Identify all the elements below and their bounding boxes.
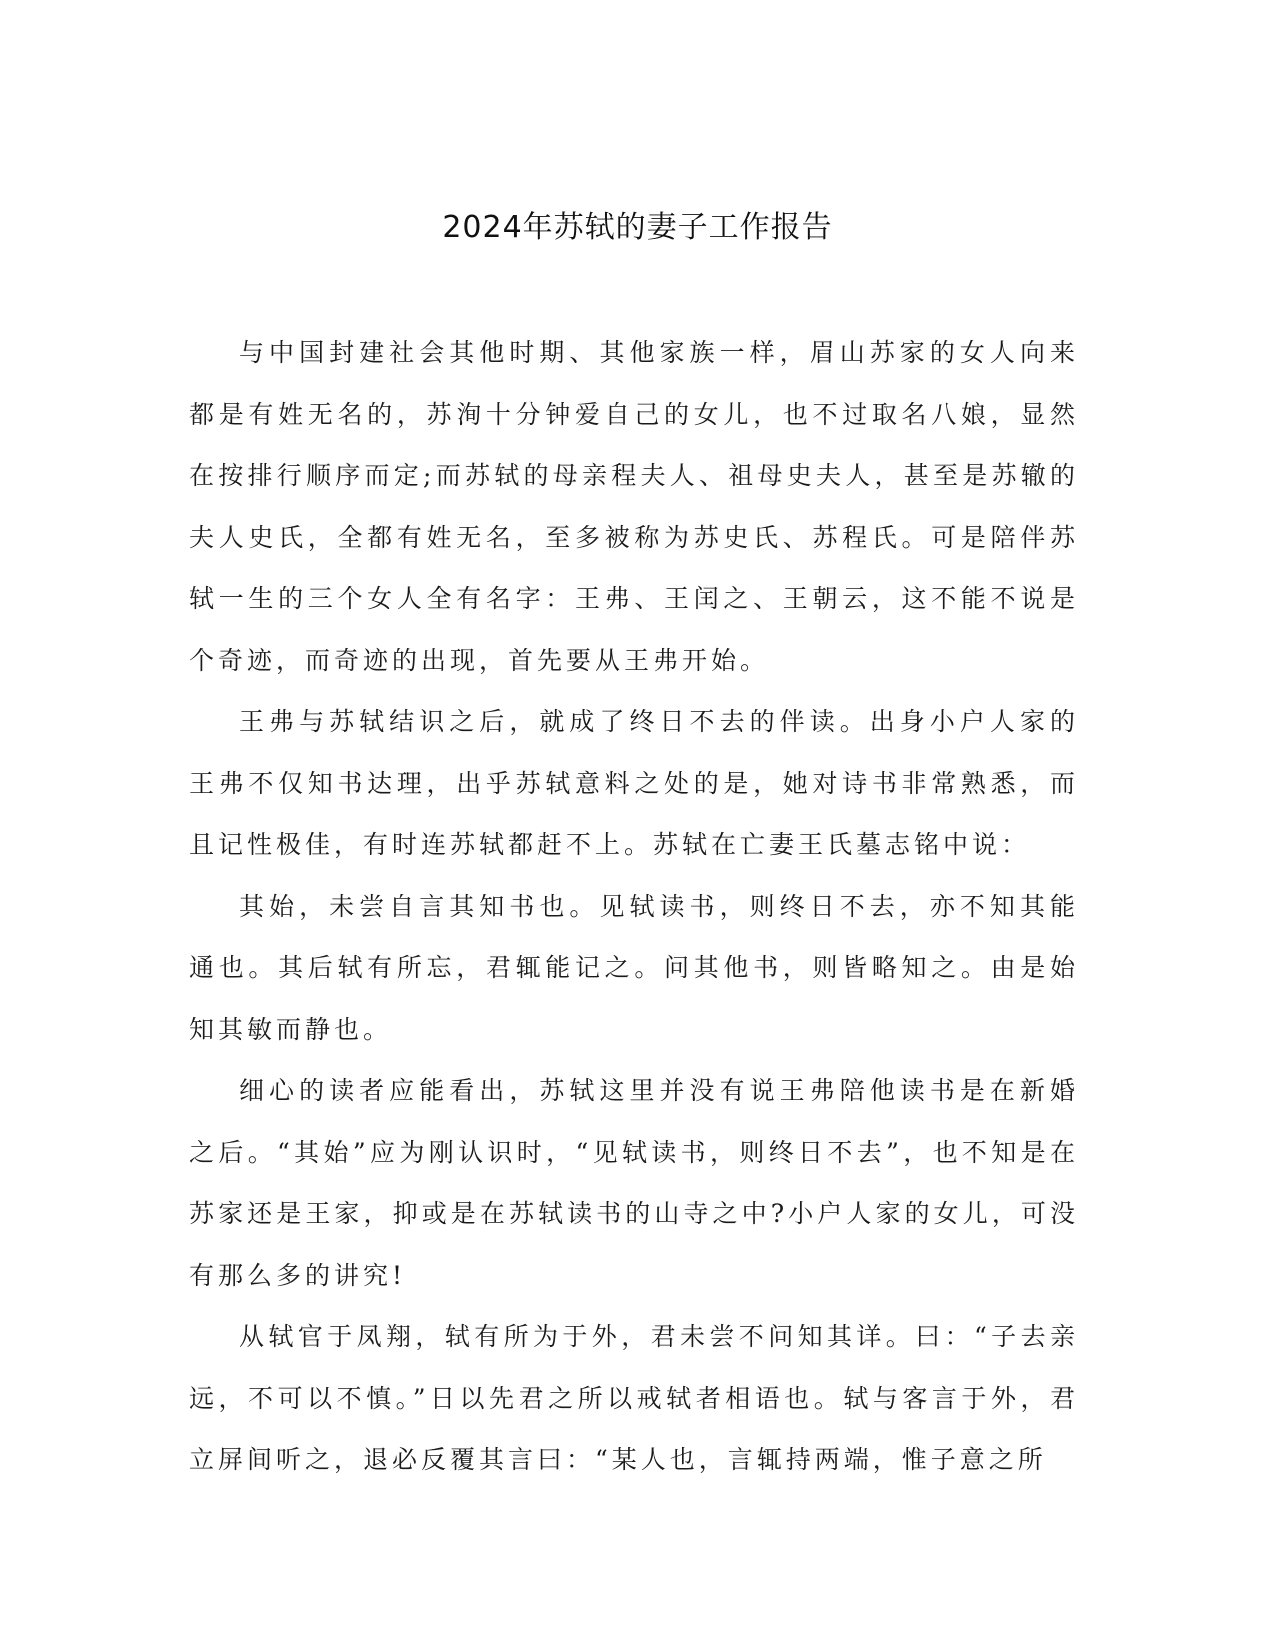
paragraph: 从轼官于凤翔，轼有所为于外，君未尝不问知其详。曰：“子去亲远，不可以不慎。”日以先君之所以戒轼者相语也。轼与客言于外，君立屏间听之，退必反覆其言曰：“某人也，言辄持两端，惟子意之所 [189, 1322, 1079, 1474]
paragraph: 其始，未尝自言其知书也。见轼读书，则终日不去，亦不知其能通也。其后轼有所忘，君辄能记之。问其他书，则皆略知之。由是始知其敏而静也。 [189, 891, 1079, 1044]
paragraph: 细心的读者应能看出，苏轼这里并没有说王弗陪他读书是在新婚之后。“其始”应为刚认识时，“见轼读书，则终日不去”，也不知是在苏家还是王家，抑或是在苏轼读书的山寺之中?小户人家的女儿，可没有那么多的讲究! [189, 1076, 1079, 1290]
document-body [189, 322, 1079, 1491]
paragraph: 王弗与苏轼结识之后，就成了终日不去的伴读。出身小户人家的王弗不仅知书达理，出乎苏轼意料之处的是，她对诗书非常熟悉，而且记性极佳，有时连苏轼都赶不上。苏轼在亡妻王氏墓志铭中说： [189, 707, 1079, 859]
paragraph: 与中国封建社会其他时期、其他家族一样，眉山苏家的女人向来都是有姓无名的，苏洵十分钟爱自己的女儿，也不过取名八娘，显然在按排行顺序而定;而苏轼的母亲程夫人、祖母史夫人，甚至是苏辙的夫人史氏，全都有姓无名，至多被称为苏史氏、苏程氏。可是陪伴苏轼一生的三个女人全有名字：王弗、王闰之、王朝云，这不能不说是个奇迹，而奇迹的出现，首先要从王弗开始。 [189, 338, 1079, 675]
document-title: 2024年苏轼的妻子工作报告 [442, 210, 833, 245]
